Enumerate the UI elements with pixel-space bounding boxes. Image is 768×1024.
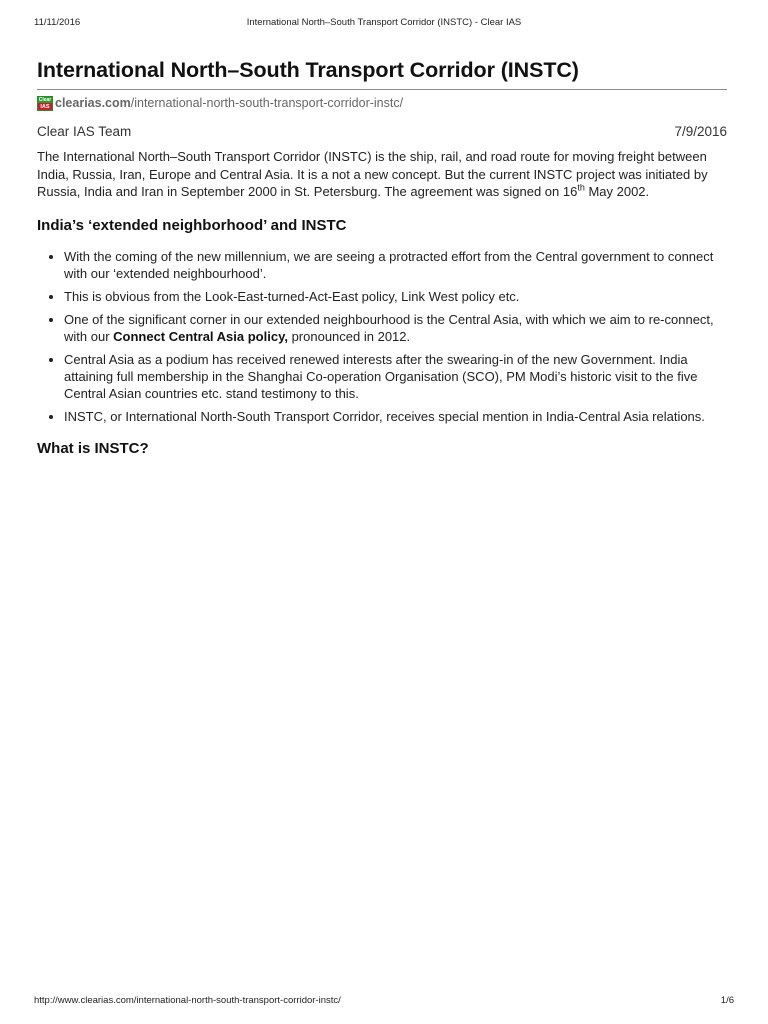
connect-central-asia-policy: Connect Central Asia policy, — [113, 328, 288, 344]
title-divider — [37, 89, 727, 90]
page-number: 1/6 — [720, 995, 734, 1006]
print-footer — [34, 995, 734, 1009]
article-title: International North–South Transport Corridor (INSTC) — [37, 58, 579, 82]
list-item: • This is obvious from the Look-East-turned-Act-East policy, Link West policy etc. — [64, 288, 727, 305]
clearias-logo-icon: Clear IAS — [38, 96, 52, 110]
article-date: 7/9/2016 — [674, 124, 727, 139]
article — [37, 55, 727, 459]
bullet-list — [37, 248, 727, 425]
print-header — [34, 17, 734, 31]
print-date: 11/11/2016 — [34, 17, 81, 28]
ordinal-suffix: th — [577, 182, 585, 193]
section-heading-what-is-instc: What is INSTC? — [37, 439, 149, 457]
print-url[interactable]: http://www.clearias.com/international-north-south-transport-corridor-instc/ — [34, 995, 341, 1006]
section-heading-extended-neighborhood: India’s ‘extended neighborhood’ and INSTC — [37, 216, 347, 234]
article-meta — [37, 124, 727, 139]
list-item: • With the coming of the new millennium, we are seeing a protracted effort from the Central government to connect with our ‘extended neighbourhood’. — [64, 248, 727, 282]
source-line — [37, 95, 727, 111]
print-title: International North–South Transport Corridor (INSTC) - Clear IAS — [246, 17, 522, 28]
article-author: Clear IAS Team — [37, 124, 132, 139]
source-domain[interactable]: clearias.com — [55, 96, 131, 110]
source-path[interactable]: /international-north-south-transport-corridor-instc/ — [130, 96, 404, 110]
intro-paragraph: The International North–South Transport Corridor (INSTC) is the ship, rail, and road route for moving freight between India, Russia, Iran, Europe and Central Asia. It is a not a new concept. But the current INSTC project was initiated by Russia, India and Iran in September 2000 in St. Petersburg. The agreement was signed on 16th May 2002. — [37, 149, 708, 199]
list-item: • INSTC, or International North-South Transport Corridor, receives special mention in India-Central Asia relations. — [64, 408, 727, 425]
list-item: • Central Asia as a podium has received renewed interests after the swearing-in of the new Government. India attaining full membership in the Shanghai Co-operation Organisation (SCO), PM Modi’s historic visit to the five Central Asian countries etc. stand testimony to this. — [64, 351, 727, 402]
list-item: • One of the significant corner in our extended neighbourhood is the Central Asia, with which we aim to re-connect, with our Connect Central Asia policy, pronounced in 2012. — [64, 311, 727, 345]
